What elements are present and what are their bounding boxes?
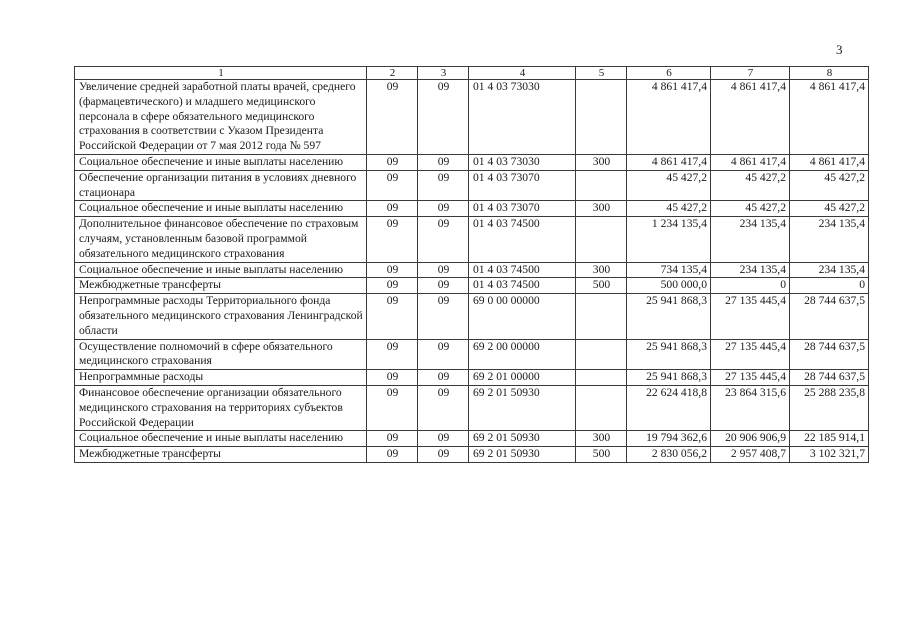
expense-name-cell: Обеспечение организации питания в условиях дневного стационара xyxy=(75,170,367,201)
amount-year3-cell: 234 135,4 xyxy=(790,217,869,262)
header-col-6: 6 xyxy=(627,67,711,80)
amount-year3-cell: 28 744 637,5 xyxy=(790,294,869,339)
amount-year2-cell: 234 135,4 xyxy=(711,262,790,278)
table-row xyxy=(75,294,869,339)
expense-name-cell: Межбюджетные трансферты xyxy=(75,278,367,294)
table-row xyxy=(75,447,869,463)
amount-year1-cell: 25 941 868,3 xyxy=(627,294,711,339)
amount-year1-cell: 22 624 418,8 xyxy=(627,385,711,430)
section-code-cell: 09 xyxy=(367,294,418,339)
expense-type-cell xyxy=(576,217,627,262)
expense-name-cell: Межбюджетные трансферты xyxy=(75,447,367,463)
amount-year3-cell: 28 744 637,5 xyxy=(790,370,869,386)
amount-year2-cell: 4 861 417,4 xyxy=(711,154,790,170)
amount-year2-cell: 45 427,2 xyxy=(711,201,790,217)
amount-year2-cell: 45 427,2 xyxy=(711,170,790,201)
table-row xyxy=(75,385,869,430)
section-code-cell: 09 xyxy=(367,170,418,201)
page-number: 3 xyxy=(836,42,843,57)
section-code-cell: 09 xyxy=(367,370,418,386)
amount-year3-cell: 25 288 235,8 xyxy=(790,385,869,430)
expense-type-cell: 300 xyxy=(576,154,627,170)
table-row xyxy=(75,431,869,447)
amount-year2-cell: 4 861 417,4 xyxy=(711,80,790,155)
expense-name-cell: Социальное обеспечение и иные выплаты населению xyxy=(75,201,367,217)
expense-type-cell: 500 xyxy=(576,278,627,294)
target-article-cell: 69 2 01 50930 xyxy=(469,447,576,463)
expense-name-cell: Непрограммные расходы Территориального фонда обязательного медицинского страхования Ленинградской области xyxy=(75,294,367,339)
section-code-cell: 09 xyxy=(367,385,418,430)
table-row xyxy=(75,278,869,294)
amount-year3-cell: 0 xyxy=(790,278,869,294)
section-code-cell: 09 xyxy=(367,80,418,155)
section-code-cell: 09 xyxy=(367,201,418,217)
amount-year1-cell: 500 000,0 xyxy=(627,278,711,294)
amount-year1-cell: 25 941 868,3 xyxy=(627,339,711,370)
amount-year2-cell: 20 906 906,9 xyxy=(711,431,790,447)
subsection-code-cell: 09 xyxy=(418,370,469,386)
subsection-code-cell: 09 xyxy=(418,447,469,463)
header-col-5: 5 xyxy=(576,67,627,80)
table-row xyxy=(75,154,869,170)
amount-year2-cell: 2 957 408,7 xyxy=(711,447,790,463)
subsection-code-cell: 09 xyxy=(418,154,469,170)
amount-year2-cell: 27 135 445,4 xyxy=(711,294,790,339)
target-article-cell: 01 4 03 73030 xyxy=(469,154,576,170)
header-col-2: 2 xyxy=(367,67,418,80)
target-article-cell: 01 4 03 74500 xyxy=(469,262,576,278)
expense-type-cell: 500 xyxy=(576,447,627,463)
expense-type-cell xyxy=(576,385,627,430)
expense-type-cell: 300 xyxy=(576,262,627,278)
amount-year2-cell: 27 135 445,4 xyxy=(711,370,790,386)
table-row xyxy=(75,262,869,278)
amount-year1-cell: 4 861 417,4 xyxy=(627,154,711,170)
expense-name-cell: Социальное обеспечение и иные выплаты населению xyxy=(75,154,367,170)
expense-name-cell: Непрограммные расходы xyxy=(75,370,367,386)
subsection-code-cell: 09 xyxy=(418,339,469,370)
section-code-cell: 09 xyxy=(367,217,418,262)
subsection-code-cell: 09 xyxy=(418,80,469,155)
header-col-7: 7 xyxy=(711,67,790,80)
amount-year3-cell: 4 861 417,4 xyxy=(790,154,869,170)
expense-type-cell xyxy=(576,170,627,201)
table-row xyxy=(75,201,869,217)
amount-year1-cell: 45 427,2 xyxy=(627,170,711,201)
target-article-cell: 01 4 03 74500 xyxy=(469,217,576,262)
amount-year3-cell: 45 427,2 xyxy=(790,170,869,201)
target-article-cell: 69 2 01 00000 xyxy=(469,370,576,386)
amount-year1-cell: 2 830 056,2 xyxy=(627,447,711,463)
section-code-cell: 09 xyxy=(367,262,418,278)
expense-type-cell: 300 xyxy=(576,431,627,447)
header-col-8: 8 xyxy=(790,67,869,80)
amount-year2-cell: 23 864 315,6 xyxy=(711,385,790,430)
target-article-cell: 69 2 01 50930 xyxy=(469,385,576,430)
expense-name-cell: Финансовое обеспечение организации обязательного медицинского страхования на территориях субъектов Российской Федерации xyxy=(75,385,367,430)
target-article-cell: 01 4 03 74500 xyxy=(469,278,576,294)
table-row xyxy=(75,80,869,155)
target-article-cell: 01 4 03 73070 xyxy=(469,170,576,201)
subsection-code-cell: 09 xyxy=(418,217,469,262)
table-body xyxy=(75,80,869,463)
expense-type-cell xyxy=(576,294,627,339)
subsection-code-cell: 09 xyxy=(418,385,469,430)
amount-year3-cell: 22 185 914,1 xyxy=(790,431,869,447)
expense-name-cell: Социальное обеспечение и иные выплаты населению xyxy=(75,431,367,447)
target-article-cell: 01 4 03 73070 xyxy=(469,201,576,217)
amount-year3-cell: 234 135,4 xyxy=(790,262,869,278)
subsection-code-cell: 09 xyxy=(418,294,469,339)
amount-year3-cell: 4 861 417,4 xyxy=(790,80,869,155)
target-article-cell: 01 4 03 73030 xyxy=(469,80,576,155)
table-row xyxy=(75,217,869,262)
amount-year1-cell: 4 861 417,4 xyxy=(627,80,711,155)
expense-type-cell xyxy=(576,370,627,386)
expense-name-cell: Осуществление полномочий в сфере обязательного медицинского страхования xyxy=(75,339,367,370)
header-col-4: 4 xyxy=(469,67,576,80)
expense-type-cell xyxy=(576,80,627,155)
expense-name-cell: Увеличение средней заработной платы врачей, среднего (фармацевтического) и младшего медицинского персонала в сфере обязательного медицинского страхования в соответствии с Указом Президента Российской Федерации от 7 мая 2012 года № 597 xyxy=(75,80,367,155)
expense-type-cell: 300 xyxy=(576,201,627,217)
amount-year1-cell: 25 941 868,3 xyxy=(627,370,711,386)
header-col-3: 3 xyxy=(418,67,469,80)
section-code-cell: 09 xyxy=(367,278,418,294)
amount-year3-cell: 45 427,2 xyxy=(790,201,869,217)
target-article-cell: 69 2 01 50930 xyxy=(469,431,576,447)
table-row xyxy=(75,370,869,386)
amount-year3-cell: 28 744 637,5 xyxy=(790,339,869,370)
subsection-code-cell: 09 xyxy=(418,278,469,294)
header-row xyxy=(75,67,869,80)
amount-year1-cell: 45 427,2 xyxy=(627,201,711,217)
table-row xyxy=(75,339,869,370)
expense-name-cell: Дополнительное финансовое обеспечение по страховым случаям, установленным базовой программой обязательного медицинского страхования xyxy=(75,217,367,262)
expense-type-cell xyxy=(576,339,627,370)
amount-year1-cell: 1 234 135,4 xyxy=(627,217,711,262)
expense-name-cell: Социальное обеспечение и иные выплаты населению xyxy=(75,262,367,278)
amount-year3-cell: 3 102 321,7 xyxy=(790,447,869,463)
target-article-cell: 69 0 00 00000 xyxy=(469,294,576,339)
amount-year1-cell: 734 135,4 xyxy=(627,262,711,278)
subsection-code-cell: 09 xyxy=(418,201,469,217)
section-code-cell: 09 xyxy=(367,447,418,463)
subsection-code-cell: 09 xyxy=(418,262,469,278)
subsection-code-cell: 09 xyxy=(418,170,469,201)
amount-year2-cell: 0 xyxy=(711,278,790,294)
section-code-cell: 09 xyxy=(367,431,418,447)
budget-table xyxy=(74,66,869,463)
subsection-code-cell: 09 xyxy=(418,431,469,447)
amount-year1-cell: 19 794 362,6 xyxy=(627,431,711,447)
target-article-cell: 69 2 00 00000 xyxy=(469,339,576,370)
header-col-1: 1 xyxy=(75,67,367,80)
amount-year2-cell: 234 135,4 xyxy=(711,217,790,262)
table-row xyxy=(75,170,869,201)
section-code-cell: 09 xyxy=(367,154,418,170)
section-code-cell: 09 xyxy=(367,339,418,370)
amount-year2-cell: 27 135 445,4 xyxy=(711,339,790,370)
